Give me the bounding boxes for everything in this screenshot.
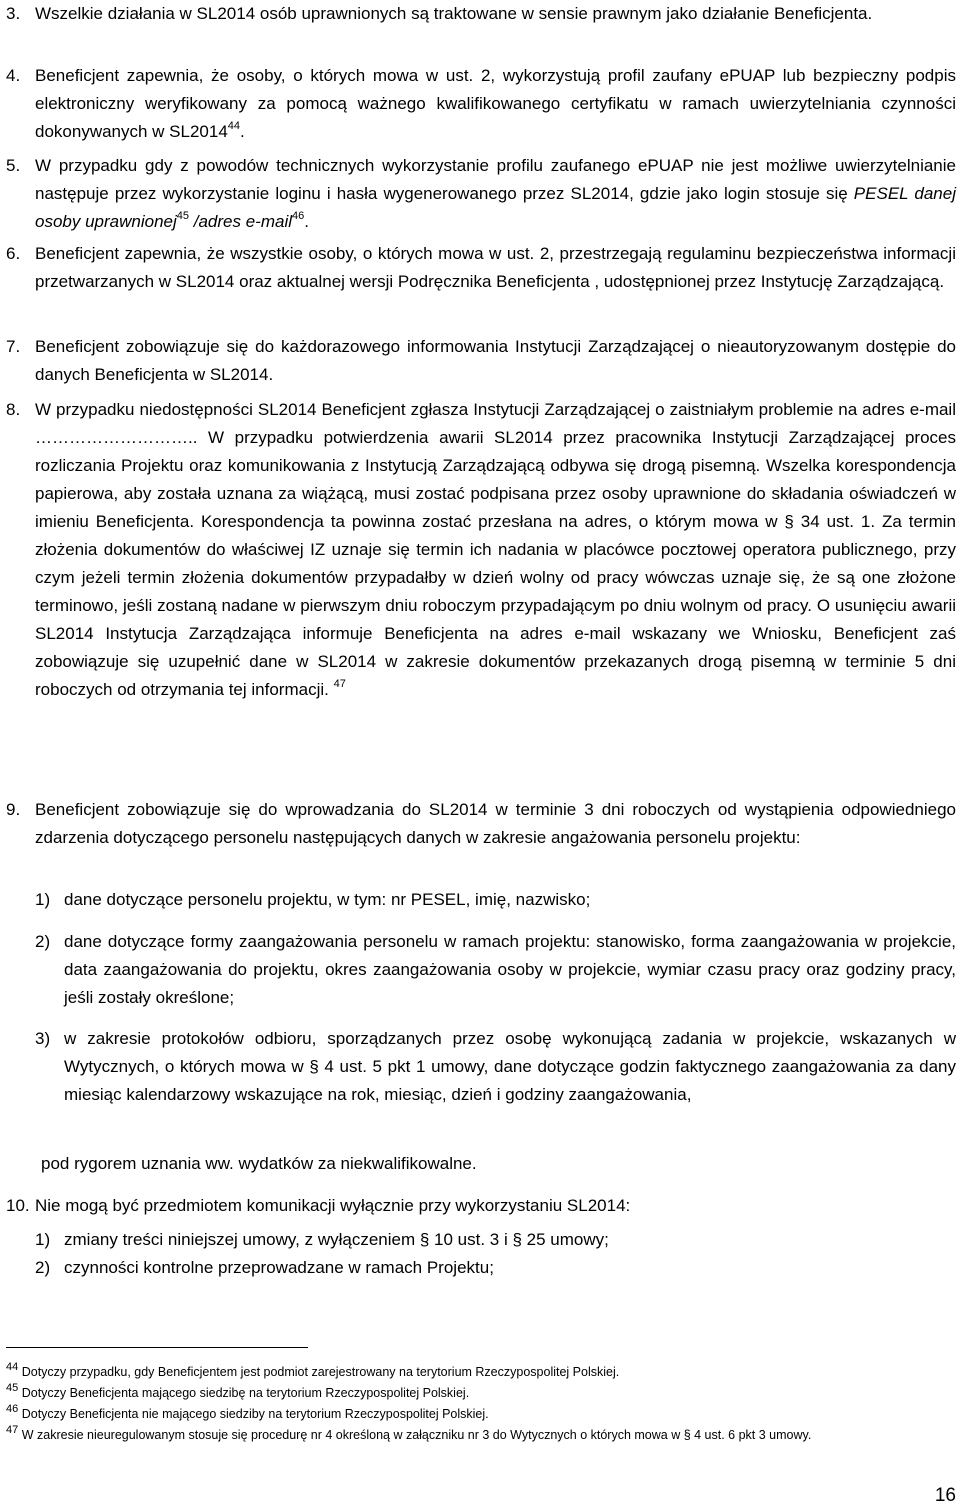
footnote-text: Dotyczy przypadku, gdy Beneficjentem jest podmiot zarejestrowany na terytorium Rzeczypospolitej Polskiej. [21,1365,620,1379]
footnote [6,1423,956,1443]
list-item [6,152,956,236]
footnote-number: 44 [6,1360,19,1373]
page-number: 16 [934,1485,956,1506]
item-text: Nie mogą być przedmiotem komunikacji wyłącznie przy wykorzystaniu SL2014: [35,1196,631,1215]
footnote-text: Dotyczy Beneficjenta mającego siedzibę na terytorium Rzeczypospolitej Polskiej. [21,1386,470,1400]
sub-item-text: dane dotyczące personelu projektu, w tym: nr PESEL, imię, nazwisko; [64,890,591,909]
sub-item-number: 1) [35,890,51,909]
sub-list-item [35,1025,956,1109]
footnote-text-wrap [6,1360,956,1380]
footnote [6,1381,956,1401]
footnote-text-wrap [6,1381,956,1401]
item-text: Beneficjent zobowiązuje się do każdorazowego informowania Instytucji Zarządzającej o nieautoryzowanym dostępie do danych Beneficjenta w SL2014. [35,337,956,384]
sub-list-item [35,886,956,914]
item-text-body: Beneficjent zapewnia, że osoby, o których mowa w ust. 2, wykorzystują profil zaufany ePUAP lub bezpieczny podpis elektroniczny weryfikowany za pomocą ważnego kwalifikowanego certyfikatu w ramach uwierzytelniania czynności dokonywanych w SL2014 [35,66,956,141]
footnote-text: W zakresie nieuregulowanym stosuje się procedurę nr 4 określoną w załączniku nr 3 do Wytycznych o których mowa w § 4 ust. 6 pkt 3 umowy. [21,1428,812,1442]
footnote-ref: 46 [292,210,305,223]
sanction-clause: pod rygorem uznania ww. wydatków za niekwalifikowalne. [41,1154,477,1173]
footnote [6,1360,956,1380]
item-text [35,152,956,236]
footnote [6,1402,956,1422]
item-number: 4. [6,66,21,85]
list-item [6,0,956,28]
item-number: 5. [6,156,21,175]
item-text-body: W przypadku gdy z powodów technicznych wykorzystanie profilu zaufanego ePUAP nie jest możliwe uwierzytelnianie następuje przez wykorzystanie loginu i hasła wygenerowanego przez SL2014, gdzie jako login stosuje się [35,156,956,203]
list-item [6,1192,956,1220]
list-item [6,333,956,389]
list-item [6,240,956,296]
item-text-italic: PESEL danej osoby uprawnionej [35,184,956,231]
footnote-ref: 44 [227,120,241,133]
item-number: 9. [6,800,21,819]
item-text-italic: /adres e-mail [193,212,293,231]
sub-item-number: 2) [35,932,51,951]
item-text: Wszelkie działania w SL2014 osób uprawnionych są traktowane w sensie prawnym jako działanie Beneficjenta. [35,4,873,23]
sub-item-text: w zakresie protokołów odbioru, sporządzanych przez osobę wykonującą zadania w projekcie, wskazanych w Wytycznych, o których mowa w § 4 ust. 5 pkt 1 umowy, dane dotyczące godzin faktycznego zaangażowania za dany miesiąc kalendarzowy wskazujące na rok, miesiąc, dzień i godziny zaangażowania, [64,1029,956,1104]
footnote-number: 46 [6,1402,19,1415]
list-item [6,396,956,704]
footnote-number: 45 [6,1381,19,1394]
footnote-ref: 45 [176,210,190,223]
sub-item-text: czynności kontrolne przeprowadzane w ramach Projektu; [64,1258,494,1277]
footnote-text: Dotyczy Beneficjenta nie mającego siedziby na terytorium Rzeczypospolitej Polskiej. [21,1407,489,1421]
list-item [6,62,956,146]
item-number: 7. [6,337,21,356]
sub-item-number: 3) [35,1029,51,1048]
footnote-number: 47 [6,1423,19,1436]
sub-item-number: 2) [35,1258,51,1277]
sub-list-item [35,1226,956,1254]
item-text-tail: . [240,122,245,141]
item-text [35,62,956,146]
sub-list-item [35,1254,956,1282]
sub-item-text: zmiany treści niniejszej umowy, z wyłączeniem § 10 ust. 3 i § 25 umowy; [64,1230,609,1249]
item-number: 6. [6,244,21,263]
footnote-text-wrap [6,1402,956,1422]
sub-list-item [35,928,956,1012]
sub-item-number: 1) [35,1230,51,1249]
item-number: 3. [6,4,21,23]
item-number: 10. [6,1196,30,1215]
footnote-separator [6,1347,308,1348]
item-text-body: W przypadku niedostępności SL2014 Beneficjent zgłasza Instytucji Zarządzającej o zaistniałym problemie na adres e-mail ……………………….. W przypadku potwierdzenia awarii SL2014 przez pracownika Instytucji Zarządzającej proces rozliczania Projektu oraz komunikowania z Instytucją Zarządzającą odbywa się drogą pisemną. Wszelka korespondencja papierowa, aby została uznana za wiążącą, musi zostać podpisana przez osoby uprawnione do składania oświadczeń w imieniu Beneficjenta. Korespondencja ta powinna zostać przesłana na adres, o którym mowa w § 34 ust. 1. Za termin złożenia dokumentów do właściwej IZ uznaje się termin ich nadania w placówce pocztowej operatora publicznego, przy czym jeżeli termin złożenia dokumentów przypadałby w dzień wolny od pracy wówczas uznaje się, że są one złożone terminowo, jeśli zostaną nadane w pierwszym dniu roboczym przypadającym po dniu wolnym od pracy. O usunięciu awarii SL2014 Instytucja Zarządzająca informuje Beneficjenta na adres e-mail wskazany we Wniosku, Beneficjent zaś zobowiązuje się uzupełnić dane w SL2014 w zakresie dokumentów przekazanych drogą pisemną w terminie 5 dni roboczych od otrzymania tej informacji. [35,400,956,699]
item-text [35,396,956,704]
list-item [6,796,956,852]
item-text-tail: . [304,212,309,231]
footnote-text-wrap [6,1423,956,1443]
footnote-ref: 47 [333,678,346,691]
item-text: Beneficjent zapewnia, że wszystkie osoby, o których mowa w ust. 2, przestrzegają regulaminu bezpieczeństwa informacji przetwarzanych w SL2014 oraz aktualnej wersji Podręcznika Beneficjenta , udostępnionej przez Instytucję Zarządzającą. [35,244,956,291]
sub-item-text: dane dotyczące formy zaangażowania personelu w ramach projektu: stanowisko, forma zaangażowania w projekcie, data zaangażowania do projektu, okres zaangażowania osoby w projekcie, wymiar czasu pracy oraz godziny pracy, jeśli zostały określone; [64,932,956,1007]
item-text: Beneficjent zobowiązuje się do wprowadzania do SL2014 w terminie 3 dni roboczych od wystąpienia odpowiedniego zdarzenia dotyczącego personelu następujących danych w zakresie angażowania personelu projektu: [35,800,956,847]
item-number: 8. [6,400,21,419]
